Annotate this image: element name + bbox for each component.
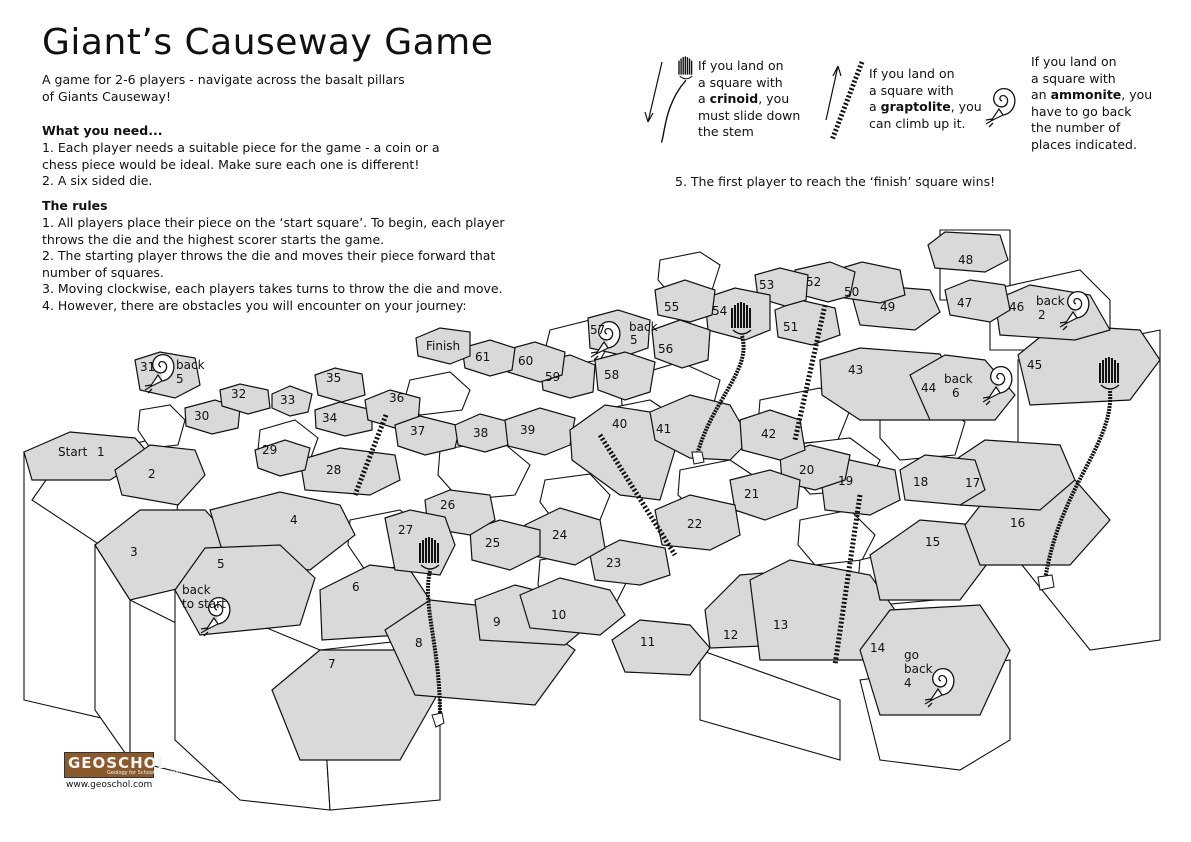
logo-url: www.geoschol.com bbox=[66, 780, 153, 790]
square-6: 6 bbox=[352, 580, 360, 594]
square-53: 53 bbox=[759, 278, 775, 292]
square-61: 61 bbox=[475, 350, 491, 364]
square-18: 18 bbox=[913, 475, 929, 489]
logo-name: GEOSCHOL bbox=[68, 754, 168, 772]
square-43: 43 bbox=[848, 363, 864, 377]
square-46-note-1: back bbox=[1036, 294, 1065, 308]
start-label: Start bbox=[58, 445, 88, 459]
legend-crinoid-text: If you land on a square with a crinoid, you must slide down the stem bbox=[698, 58, 801, 139]
square-30: 30 bbox=[194, 409, 210, 423]
legend-graptolite-text: If you land on a square with a graptolite, you can climb up it. bbox=[869, 66, 982, 131]
square-44-note-2: 6 bbox=[952, 386, 960, 400]
square-20: 20 bbox=[799, 463, 815, 477]
square-27: 27 bbox=[398, 523, 414, 537]
square-38: 38 bbox=[473, 426, 489, 440]
square-57-note-1: back bbox=[629, 320, 658, 334]
need-heading: What you need... bbox=[42, 123, 163, 138]
square-41: 41 bbox=[656, 422, 672, 436]
square-60: 60 bbox=[518, 354, 534, 368]
square-39: 39 bbox=[520, 423, 536, 437]
square-14-note-2: back bbox=[904, 662, 933, 676]
square-44-note-1: back bbox=[944, 372, 973, 386]
square-51: 51 bbox=[783, 320, 799, 334]
square-28: 28 bbox=[326, 463, 342, 477]
square-57: 57 bbox=[590, 323, 606, 337]
square-15: 15 bbox=[925, 535, 941, 549]
square-13: 13 bbox=[773, 618, 789, 632]
square-50: 50 bbox=[844, 285, 860, 299]
square-5-note-2: to start bbox=[182, 597, 226, 611]
square-5: 5 bbox=[217, 557, 225, 571]
square-26: 26 bbox=[440, 498, 456, 512]
square-31-note-2: 5 bbox=[176, 372, 184, 386]
legend-ammonite-text: If you land on a square with an ammonite, you have to go back the number of places indicated. bbox=[1031, 54, 1153, 152]
square-23: 23 bbox=[606, 556, 622, 570]
square-37: 37 bbox=[410, 424, 426, 438]
square-10: 10 bbox=[551, 608, 567, 622]
need-body: 1. Each player needs a suitable piece for the game - a coin or a chess piece would be ideal. Make sure each one is different! 2. A six sided die. bbox=[42, 140, 440, 188]
legend-ammonite-icon bbox=[986, 89, 1015, 127]
rule-5: 5. The first player to reach the ‘finish’ square wins! bbox=[675, 174, 996, 189]
rules-heading: The rules bbox=[42, 198, 108, 213]
square-2: 2 bbox=[148, 467, 156, 481]
square-32: 32 bbox=[231, 387, 247, 401]
square-44: 44 bbox=[921, 381, 937, 395]
square-47: 47 bbox=[957, 296, 973, 310]
square-29: 29 bbox=[262, 443, 278, 457]
square-45: 45 bbox=[1027, 358, 1043, 372]
square-42: 42 bbox=[761, 427, 777, 441]
square-7: 7 bbox=[328, 657, 336, 671]
square-16: 16 bbox=[1010, 516, 1026, 530]
square-35: 35 bbox=[326, 371, 342, 385]
square-25: 25 bbox=[485, 536, 501, 550]
legend-down-arrow bbox=[645, 62, 662, 122]
square-11: 11 bbox=[640, 635, 656, 649]
square-9: 9 bbox=[493, 615, 501, 629]
square-24: 24 bbox=[552, 528, 568, 542]
square-46-note-2: 2 bbox=[1038, 308, 1046, 322]
square-52: 52 bbox=[806, 275, 822, 289]
square-5-note-1: back bbox=[182, 583, 211, 597]
square-21: 21 bbox=[744, 487, 760, 501]
logo-tagline: Geology for Schools in Ireland bbox=[107, 770, 182, 776]
square-57-note-2: 5 bbox=[630, 333, 638, 347]
intro-text: A game for 2-6 players - navigate across the basalt pillars of Giants Causeway! bbox=[42, 72, 405, 104]
square-19: 19 bbox=[838, 474, 854, 488]
square-54: 54 bbox=[712, 304, 728, 318]
square-49: 49 bbox=[880, 300, 896, 314]
square-48: 48 bbox=[958, 253, 974, 267]
square-14-note-3: 4 bbox=[904, 676, 912, 690]
square-22: 22 bbox=[687, 517, 703, 531]
rules-body: 1. All players place their piece on the ‘start square’. To begin, each player throws the die and the highest scorer starts the game. 2. The starting player throws the die and moves their piece forward that number of squares. 3. Moving clockwise, each players takes turns to throw the die and move. 4. However, there are obstacles you will encounter on your journey: bbox=[42, 215, 505, 313]
square-46: 46 bbox=[1009, 300, 1025, 314]
square-14-note-1: go bbox=[904, 648, 919, 662]
square-58: 58 bbox=[604, 368, 620, 382]
square-12: 12 bbox=[723, 628, 739, 642]
square-8: 8 bbox=[415, 636, 423, 650]
square-40: 40 bbox=[612, 417, 628, 431]
square-34: 34 bbox=[322, 411, 338, 425]
legend-crinoid-icon bbox=[662, 56, 693, 142]
finish-label: Finish bbox=[426, 339, 461, 353]
square-31: 31 bbox=[140, 360, 156, 374]
square-33: 33 bbox=[280, 393, 296, 407]
square-56: 56 bbox=[658, 342, 674, 356]
square-31-note-1: back bbox=[176, 358, 205, 372]
square-4: 4 bbox=[290, 513, 298, 527]
square-17: 17 bbox=[965, 476, 981, 490]
square-14: 14 bbox=[870, 641, 886, 655]
square-1: 1 bbox=[97, 445, 105, 459]
square-55: 55 bbox=[664, 300, 680, 314]
page-title: Giant’s Causeway Game bbox=[42, 22, 494, 63]
square-59: 59 bbox=[545, 370, 561, 384]
legend-up-arrow bbox=[826, 66, 841, 120]
square-3: 3 bbox=[130, 545, 138, 559]
square-36: 36 bbox=[389, 391, 405, 405]
